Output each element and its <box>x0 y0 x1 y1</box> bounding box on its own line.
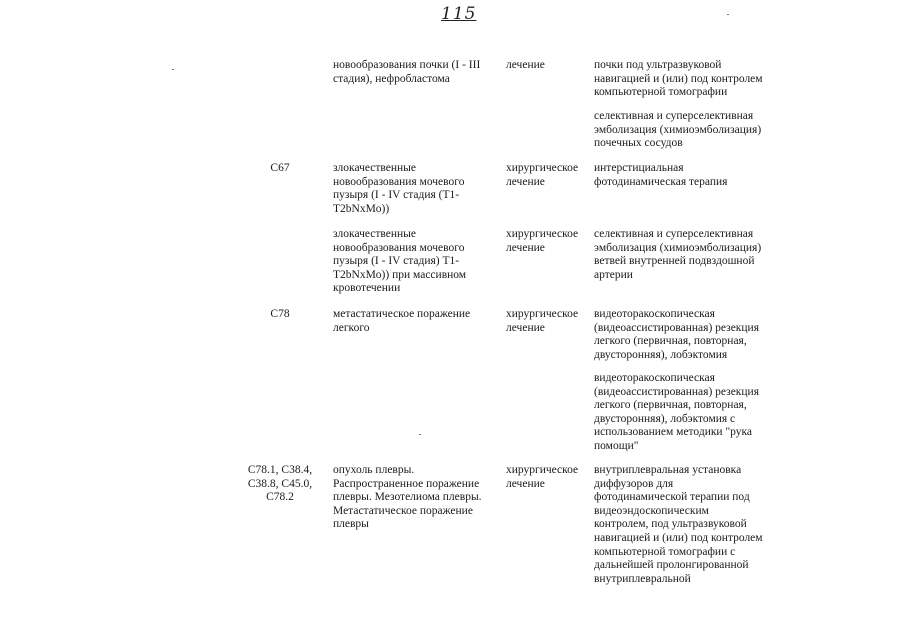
method-cell: видеоторакоскопическая (видеоассистированная) резекция легкого (первичная, повторная, двусторонняя), лобэктомия с использованием методики "рука помощи" <box>594 372 759 452</box>
diagnosis-cell: злокачественные новообразования мочевого пузыря (I - IV стадия (T1- T2bNxMo)) <box>333 162 465 215</box>
page-number: 115 <box>441 4 477 24</box>
scan-speck <box>727 14 729 15</box>
method-cell: селективная и суперселективная эмболизация (химиоэмболизация) почечных сосудов <box>594 110 762 150</box>
treatment-cell: хирургическое лечение <box>506 162 579 188</box>
method-cell: интерстициальная фотодинамическая терапия <box>594 162 728 188</box>
treatment-cell: хирургическое лечение <box>506 308 579 334</box>
method-cell: видеоторакоскопическая (видеоассистированная) резекция легкого (первичная, повторная, двусторонняя), лобэктомия <box>594 308 759 361</box>
method-cell: селективная и суперселективная эмболизация (химиоэмболизация) ветвей внутренней подвздошной артерии <box>594 228 762 281</box>
treatment-cell: лечение <box>506 59 545 71</box>
diagnosis-cell: злокачественные новообразования мочевого пузыря (I - IV стадия) T1- T2bNxMo)) при массивном кровотечении <box>333 228 467 295</box>
method-cell: почки под ультразвуковой навигацией и (или) под контролем компьютерной томографии <box>594 59 763 99</box>
treatment-cell: хирургическое лечение <box>506 464 579 490</box>
icd-code-cell: C78 <box>270 308 290 320</box>
diagnosis-cell: опухоль плевры. Распространенное поражение плевры. Мезотелиома плевры. Метастатическое поражение плевры <box>333 464 482 531</box>
icd-code-cell: C78.1, C38.4, C38.8, C45.0, C78.2 <box>247 464 313 504</box>
scan-speck <box>172 69 174 70</box>
diagnosis-cell: метастатическое поражение легкого <box>333 308 471 334</box>
scan-speck <box>419 434 421 435</box>
treatment-cell: хирургическое лечение <box>506 228 579 254</box>
diagnosis-cell: новообразования почки (I - III стадия), нефробластома <box>333 59 481 85</box>
method-cell: внутриплевральная установка диффузоров для фотодинамической терапии под видеоэндоскопическим контролем, под ультразвуковой навигацией и (или) под контролем компьютерной томографии с дальнейшей пролонгированной внутриплевральной <box>594 464 763 585</box>
icd-code-cell: C67 <box>270 162 290 174</box>
